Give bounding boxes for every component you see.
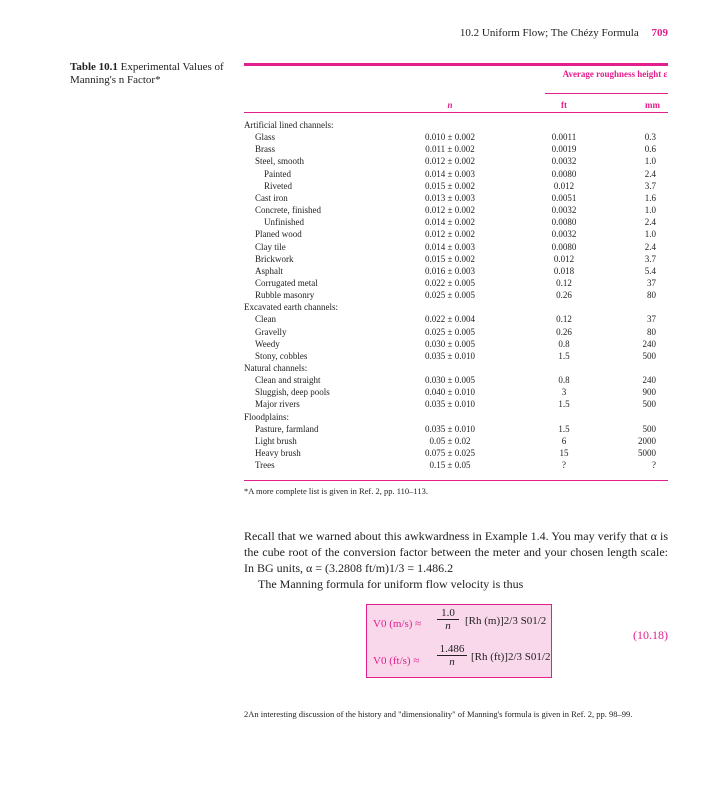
table-caption xyxy=(70,61,235,87)
cell-roughness-mm: 2000 xyxy=(638,435,656,446)
fraction-si xyxy=(437,607,459,632)
col-header-avg-roughness: Average roughness height ε xyxy=(562,69,668,79)
col-header-n: n xyxy=(447,100,453,110)
cell-material: Natural channels: xyxy=(244,363,308,373)
cell-roughness-mm: 1.6 xyxy=(644,192,656,203)
cell-roughness-mm: 2.4 xyxy=(644,241,656,252)
cell-n-value: 0.025 ± 0.005 xyxy=(425,326,475,337)
table-section-row xyxy=(244,120,668,132)
cell-n-value: 0.030 ± 0.005 xyxy=(425,338,475,349)
table-row xyxy=(244,266,668,278)
table-row xyxy=(244,351,668,363)
cell-material: Clean xyxy=(255,314,276,325)
cell-material: Unfinished xyxy=(264,217,304,228)
cell-roughness-ft: ? xyxy=(562,460,566,471)
cell-roughness-mm: 3.7 xyxy=(644,180,656,191)
cell-roughness-mm: 5000 xyxy=(638,448,656,459)
table-section-row xyxy=(244,363,668,375)
cell-roughness-mm: 0.3 xyxy=(644,132,656,143)
cell-material: Trees xyxy=(255,460,275,471)
cell-roughness-ft: 0.018 xyxy=(553,265,575,276)
formula-rhs-si: [Rh (m)]2/3 S01/2 xyxy=(465,615,547,627)
equation-number: (10.18) xyxy=(633,628,668,642)
cell-n-value: 0.012 ± 0.002 xyxy=(425,205,475,216)
cell-roughness-mm: 1.0 xyxy=(644,229,656,240)
cell-roughness-mm: 1.0 xyxy=(644,156,656,167)
cell-roughness-ft: 0.8 xyxy=(558,375,570,386)
cell-n-value: 0.015 ± 0.002 xyxy=(425,180,475,191)
cell-roughness-ft: 0.0080 xyxy=(551,217,577,228)
table-row xyxy=(244,181,668,193)
cell-roughness-ft: 0.26 xyxy=(556,326,572,337)
table-row xyxy=(244,314,668,326)
cell-n-value: 0.010 ± 0.002 xyxy=(425,132,475,143)
cell-roughness-ft: 0.0032 xyxy=(551,229,577,240)
table-row xyxy=(244,399,668,411)
denominator-bg: n xyxy=(437,655,467,668)
cell-roughness-ft: 0.0080 xyxy=(551,168,577,179)
cell-n-value: 0.014 ± 0.002 xyxy=(425,217,475,228)
denominator-si: n xyxy=(437,619,459,632)
table-row xyxy=(244,144,668,156)
running-header xyxy=(460,27,668,39)
cell-roughness-mm: 37 xyxy=(647,277,656,288)
table-label: Table 10.1 xyxy=(70,61,118,73)
cell-roughness-ft: 0.0051 xyxy=(551,192,577,203)
cell-material: Concrete, finished xyxy=(255,205,321,216)
table-row xyxy=(244,460,668,472)
cell-roughness-ft: 0.26 xyxy=(556,290,572,301)
table-row xyxy=(244,339,668,351)
cell-n-value: 0.05 ± 0.02 xyxy=(429,435,471,446)
table-section-row xyxy=(244,302,668,314)
table-row xyxy=(244,229,668,241)
body-paragraph xyxy=(244,528,668,576)
cell-material: Rubble masonry xyxy=(255,290,315,301)
cell-roughness-mm: 1.0 xyxy=(644,205,656,216)
cell-material: Painted xyxy=(264,168,291,179)
cell-roughness-ft: 1.5 xyxy=(558,350,570,361)
cell-n-value: 0.15 ± 0.05 xyxy=(429,460,471,471)
cell-roughness-ft: 0.0019 xyxy=(551,144,577,155)
table-row xyxy=(244,156,668,168)
cell-material: Stony, cobbles xyxy=(255,350,308,361)
cell-roughness-mm: 900 xyxy=(642,387,656,398)
cell-n-value: 0.013 ± 0.003 xyxy=(425,192,475,203)
cell-n-value: 0.022 ± 0.004 xyxy=(425,314,475,325)
cell-n-value: 0.012 ± 0.002 xyxy=(425,156,475,167)
cell-roughness-ft: 0.12 xyxy=(556,314,572,325)
table-row xyxy=(244,424,668,436)
table-footnote: *A more complete list is given in Ref. 2, pp. 110–113. xyxy=(244,486,428,496)
table-bottom-rule xyxy=(244,480,668,481)
cell-n-value: 0.030 ± 0.005 xyxy=(425,375,475,386)
table-row xyxy=(244,436,668,448)
page-number: 709 xyxy=(651,27,668,39)
cell-material: Steel, smooth xyxy=(255,156,304,167)
cell-roughness-mm: 2.4 xyxy=(644,168,656,179)
cell-material: Weedy xyxy=(255,338,280,349)
cell-roughness-mm: 240 xyxy=(642,338,656,349)
cell-material: Floodplains: xyxy=(244,411,290,422)
formula-lhs-bg: V0 (ft/s) ≈ xyxy=(373,655,420,667)
cell-roughness-ft: 0.012 xyxy=(553,180,575,191)
cell-roughness-ft: 1.5 xyxy=(558,423,570,434)
cell-n-value: 0.015 ± 0.002 xyxy=(425,253,475,264)
cell-roughness-ft: 0.12 xyxy=(556,277,572,288)
formula-rhs-bg: [Rh (ft)]2/3 S01/2 xyxy=(471,651,551,663)
page-footnote: 2An interesting discussion of the history and "dimensionality" of Manning's formula is given in Ref. 2, pp. 98–99. xyxy=(244,709,633,719)
cell-roughness-mm: 240 xyxy=(642,375,656,386)
cell-material: Planed wood xyxy=(255,229,302,240)
table-row xyxy=(244,217,668,229)
table-row xyxy=(244,448,668,460)
table-row xyxy=(244,205,668,217)
fraction-bg xyxy=(437,643,467,668)
cell-material: Clean and straight xyxy=(255,375,321,386)
cell-roughness-ft: 0.0032 xyxy=(551,205,577,216)
cell-material: Excavated earth channels: xyxy=(244,302,338,313)
cell-material: Riveted xyxy=(264,180,292,191)
table-caption-text: Experimental Values of Manning's n Factor* xyxy=(70,61,224,86)
cell-material: Clay tile xyxy=(255,241,286,252)
cell-material: Gravelly xyxy=(255,326,287,337)
cell-roughness-mm: 37 xyxy=(647,314,656,325)
cell-n-value: 0.035 ± 0.010 xyxy=(425,350,475,361)
table-row xyxy=(244,193,668,205)
cell-roughness-mm: 80 xyxy=(647,326,656,337)
table-row xyxy=(244,278,668,290)
cell-material: Brass xyxy=(255,144,275,155)
cell-n-value: 0.014 ± 0.003 xyxy=(425,241,475,252)
table-row xyxy=(244,387,668,399)
table-row xyxy=(244,254,668,266)
col-header-mm: mm xyxy=(645,100,660,110)
cell-n-value: 0.022 ± 0.005 xyxy=(425,277,475,288)
cell-material: Corrugated metal xyxy=(255,277,318,288)
paragraph-text: Recall that we warned about this awkwardness in Example 1.4. You may verify that α is the cube root of the conversion factor between the meter and your chosen length scale: In BG units, α = (3.2808 ft/m)1/3 = 1.486.2 xyxy=(244,529,668,575)
cell-roughness-ft: 0.0080 xyxy=(551,241,577,252)
table-row xyxy=(244,290,668,302)
table-row xyxy=(244,375,668,387)
cell-roughness-mm: 80 xyxy=(647,290,656,301)
cell-roughness-mm: 5.4 xyxy=(644,265,656,276)
cell-roughness-ft: 0.0032 xyxy=(551,156,577,167)
cell-material: Asphalt xyxy=(255,265,283,276)
header-rule xyxy=(244,112,668,113)
cell-material: Major rivers xyxy=(255,399,300,410)
cell-roughness-ft: 15 xyxy=(559,448,569,459)
cell-n-value: 0.040 ± 0.010 xyxy=(425,387,475,398)
cell-roughness-mm: 500 xyxy=(642,350,656,361)
cell-n-value: 0.011 ± 0.002 xyxy=(425,144,475,155)
cell-material: Cast iron xyxy=(255,192,288,203)
cell-n-value: 0.012 ± 0.002 xyxy=(425,229,475,240)
cell-roughness-ft: 0.8 xyxy=(558,338,570,349)
cell-material: Brickwork xyxy=(255,253,294,264)
cell-n-value: 0.035 ± 0.010 xyxy=(425,399,475,410)
manning-formula-box xyxy=(366,604,552,678)
cell-roughness-mm: 500 xyxy=(642,399,656,410)
table-row xyxy=(244,169,668,181)
table-section-row xyxy=(244,412,668,424)
col-group-rule xyxy=(545,93,668,94)
cell-roughness-ft: 6 xyxy=(561,435,567,446)
numerator-si: 1.0 xyxy=(441,607,455,619)
cell-roughness-mm: 0.6 xyxy=(644,144,656,155)
cell-material: Pasture, farmland xyxy=(255,423,319,434)
cell-roughness-ft: 1.5 xyxy=(558,399,570,410)
formula-lhs-si: V0 (m/s) ≈ xyxy=(373,618,422,630)
col-header-ft: ft xyxy=(561,100,567,110)
cell-material: Glass xyxy=(255,132,275,143)
cell-roughness-ft: 0.012 xyxy=(553,253,575,264)
cell-roughness-ft: 0.0011 xyxy=(551,132,577,143)
cell-material: Sluggish, deep pools xyxy=(255,387,330,398)
table-row xyxy=(244,327,668,339)
cell-material: Light brush xyxy=(255,435,297,446)
cell-roughness-mm: 500 xyxy=(642,423,656,434)
intro-sentence: The Manning formula for uniform flow velocity is thus xyxy=(258,577,524,591)
cell-n-value: 0.075 ± 0.025 xyxy=(425,448,475,459)
cell-roughness-mm: ? xyxy=(652,460,656,471)
cell-roughness-mm: 2.4 xyxy=(644,217,656,228)
cell-material: Artificial lined channels: xyxy=(244,120,334,130)
cell-n-value: 0.025 ± 0.005 xyxy=(425,290,475,301)
numerator-bg: 1.486 xyxy=(439,643,465,655)
cell-roughness-mm: 3.7 xyxy=(644,253,656,264)
section-title: 10.2 Uniform Flow; The Chézy Formula xyxy=(459,27,639,39)
cell-material: Heavy brush xyxy=(255,448,301,459)
cell-roughness-ft: 3 xyxy=(561,387,567,398)
table-row xyxy=(244,132,668,144)
table-top-rule xyxy=(244,63,668,66)
cell-n-value: 0.035 ± 0.010 xyxy=(425,423,475,434)
cell-n-value: 0.016 ± 0.003 xyxy=(425,265,475,276)
table-row xyxy=(244,242,668,254)
cell-n-value: 0.014 ± 0.003 xyxy=(425,168,475,179)
